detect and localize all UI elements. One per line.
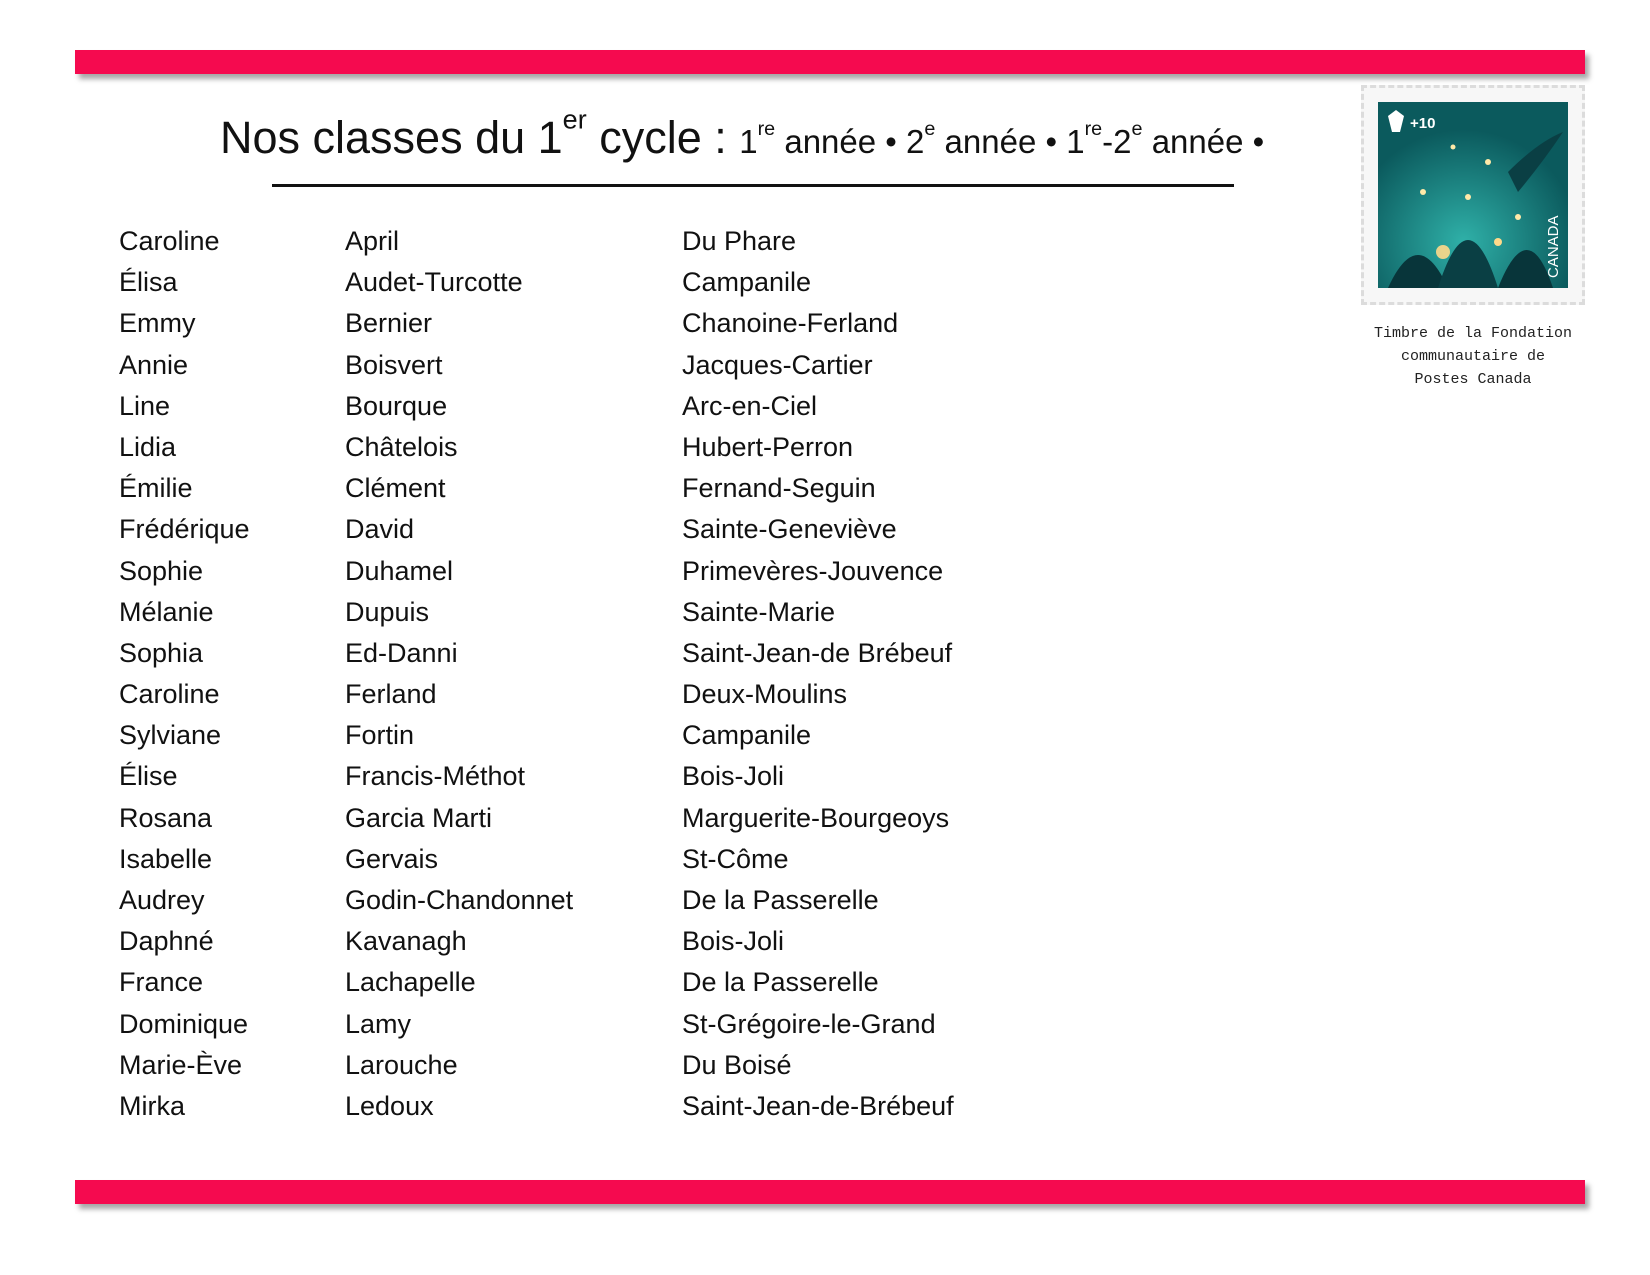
school-name: Arc-en-Ciel: [682, 390, 818, 421]
last-name: Audet-Turcotte: [345, 267, 523, 298]
first-name: Audrey: [119, 885, 205, 915]
last-name: Kavanagh: [345, 926, 467, 957]
school-name: Chanoine-Ferland: [682, 308, 899, 339]
page-title: Nos classes du 1er cycle : 1re année • 2e année • 1re-2e année •: [220, 104, 1265, 163]
last-name: Dupuis: [345, 596, 430, 627]
last-name: Francis-Méthot: [345, 761, 526, 792]
last-name: Boisvert: [345, 349, 443, 380]
last-name: Clément: [345, 473, 446, 504]
first-name: Emmy: [119, 308, 196, 339]
school-name: Deux-Moulins: [682, 679, 848, 710]
last-name: Duhamel: [345, 555, 454, 586]
last-name: Larouche: [345, 1049, 458, 1080]
first-name: Lidia: [119, 431, 177, 462]
school-name: Saint-Jean-de Brébeuf: [682, 637, 953, 668]
first-name: Sophia: [119, 637, 204, 668]
last-name: Garcia Marti: [345, 802, 493, 833]
firefly-glow: [1451, 145, 1456, 150]
first-name: Dominique: [119, 1008, 249, 1039]
top-accent-bar: [75, 50, 1585, 74]
school-name: Primevères-Jouvence: [682, 555, 944, 586]
first-name: Élise: [119, 761, 178, 792]
school-name: Marguerite-Bourgeoys: [682, 802, 950, 833]
school-column: [682, 221, 954, 1127]
last-name: April: [345, 226, 400, 256]
first-name: Élisa: [119, 267, 178, 298]
first-name: Rosana: [119, 802, 213, 833]
first-name: Caroline: [119, 226, 220, 256]
last-name: Lamy: [345, 1008, 412, 1039]
last-name: Ferland: [345, 679, 437, 710]
first-name: Caroline: [119, 679, 220, 710]
first-name: Mirka: [119, 1090, 185, 1121]
last-name: Godin-Chandonnet: [345, 885, 574, 915]
school-name: Du Boisé: [682, 1049, 792, 1080]
first-name: Marie-Ève: [119, 1049, 243, 1080]
first-name: Daphné: [119, 926, 214, 957]
first-name: Isabelle: [119, 843, 213, 874]
first-name: Sophie: [119, 555, 204, 586]
first-name: Line: [119, 390, 171, 421]
last-name: Ed-Danni: [345, 637, 458, 668]
school-name: Campanile: [682, 267, 812, 298]
firefly-glow: [1420, 189, 1426, 195]
school-name: Jacques-Cartier: [682, 349, 873, 380]
school-name: Fernand-Seguin: [682, 473, 876, 504]
school-name: St-Côme: [682, 843, 789, 874]
school-name: Sainte-Marie: [682, 596, 836, 627]
school-name: Bois-Joli: [682, 926, 785, 957]
last-name: Bernier: [345, 308, 433, 339]
last-name: David: [345, 514, 415, 545]
first-name: Sylviane: [119, 720, 222, 751]
first-name: Annie: [119, 349, 189, 380]
last-name: Fortin: [345, 720, 415, 751]
school-name: Du Phare: [682, 226, 797, 256]
stamp-value: +10: [1410, 115, 1436, 132]
first-name: Mélanie: [119, 596, 214, 627]
last-name-column: [345, 221, 573, 1127]
firefly-glow: [1436, 245, 1450, 259]
last-name: Gervais: [345, 843, 439, 874]
first-name: Frédérique: [119, 514, 250, 545]
firefly-glow: [1465, 194, 1471, 200]
school-name: De la Passerelle: [682, 885, 879, 915]
school-name: St-Grégoire-le-Grand: [682, 1008, 936, 1039]
last-name: Ledoux: [345, 1090, 434, 1121]
firefly-glow: [1494, 238, 1502, 246]
firefly-glow: [1485, 159, 1491, 165]
school-name: Bois-Joli: [682, 761, 785, 792]
last-name: Lachapelle: [345, 967, 476, 998]
first-name-column: [119, 221, 250, 1127]
stamp-caption: Timbre de la Fondation communautaire de Postes Canada: [1373, 325, 1573, 388]
school-name: De la Passerelle: [682, 967, 879, 998]
school-name: Saint-Jean-de-Brébeuf: [682, 1090, 954, 1121]
firefly-glow: [1515, 214, 1521, 220]
bottom-accent-bar: [75, 1180, 1585, 1204]
title-underline: [272, 184, 1234, 187]
stamp-image: [1378, 102, 1568, 288]
first-name: France: [119, 967, 204, 998]
last-name: Châtelois: [345, 431, 458, 462]
school-name: Hubert-Perron: [682, 431, 854, 462]
last-name: Bourque: [345, 390, 448, 421]
school-name: Sainte-Geneviève: [682, 514, 897, 545]
postage-stamp: [1361, 85, 1585, 305]
first-name: Émilie: [119, 473, 193, 504]
stamp-country: CANADA: [1545, 215, 1562, 278]
school-name: Campanile: [682, 720, 812, 751]
